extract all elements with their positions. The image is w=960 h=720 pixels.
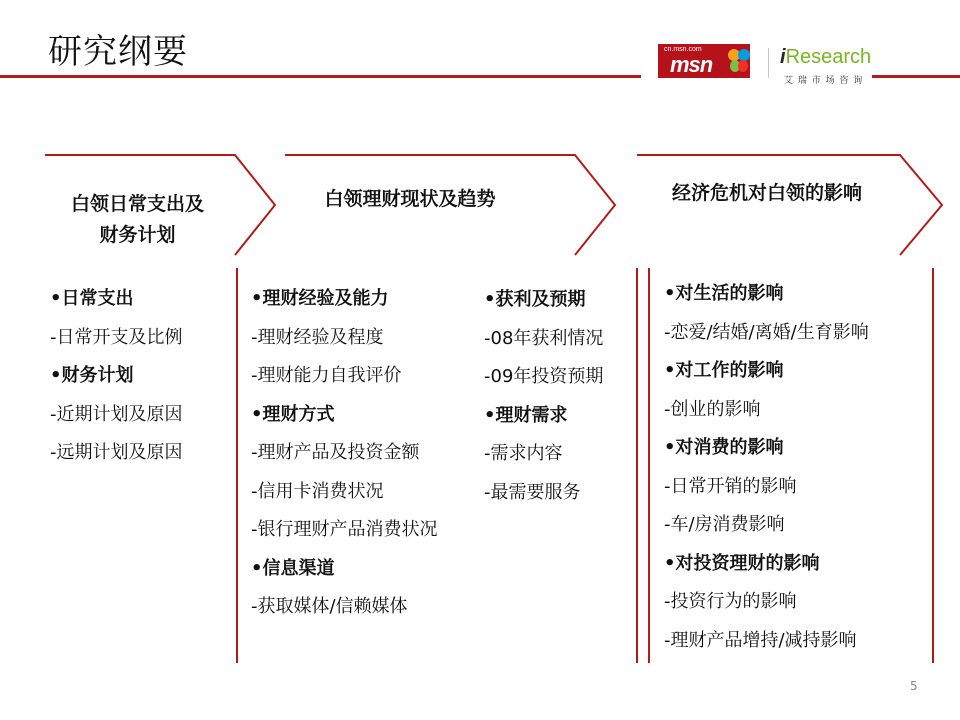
column-divider-2 xyxy=(636,268,638,663)
list-item: •理财经验及能力 xyxy=(251,288,389,309)
section-2-heading xyxy=(285,184,535,215)
page-title: 研究纲要 xyxy=(48,32,188,72)
list-item: -信用卡消费状况 xyxy=(251,480,384,502)
msn-logo-wordmark: msn xyxy=(670,52,713,77)
list-item: -理财能力自我评价 xyxy=(251,365,402,386)
list-item: -日常开支及比例 xyxy=(50,326,183,348)
section-1-list xyxy=(50,280,183,473)
list-item: -获取媒体/信赖媒体 xyxy=(251,596,408,617)
list-item: -银行理财产品消费状况 xyxy=(251,519,438,540)
list-item: •对生活的影响 xyxy=(664,283,784,304)
column-divider-4 xyxy=(932,268,934,663)
page-number: 5 xyxy=(910,679,918,693)
list-item: •理财方式 xyxy=(251,403,335,425)
list-item: •理财需求 xyxy=(484,404,568,426)
list-item: -恋爱/结婚/离婚/生育影响 xyxy=(664,321,869,343)
list-item: •对工作的影响 xyxy=(664,360,784,381)
section-2-list-left xyxy=(251,280,438,627)
list-item: •对消费的影响 xyxy=(664,437,784,458)
list-item: •信息渠道 xyxy=(251,557,335,579)
section-2-heading-line-1: 白领理财现状及趋势 xyxy=(324,188,496,210)
list-item: -理财产品及投资金额 xyxy=(251,442,420,463)
list-item: -最需要服务 xyxy=(484,481,581,503)
column-divider-3 xyxy=(648,268,650,663)
list-item: •日常支出 xyxy=(50,288,134,309)
list-item: -09年投资预期 xyxy=(484,366,604,387)
section-1-heading-line-1: 白领日常支出及 xyxy=(70,193,204,215)
section-3-heading-line-1: 经济危机对白领的影响 xyxy=(671,182,862,204)
list-item: -理财经验及程度 xyxy=(251,326,384,348)
list-item: •财务计划 xyxy=(50,365,134,386)
section-1-heading xyxy=(45,189,230,251)
section-1-heading-line-2: 财务计划 xyxy=(99,224,176,246)
list-item: -近期计划及原因 xyxy=(50,403,183,425)
list-item: •对投资理财的影响 xyxy=(664,552,820,574)
list-item: -车/房消费影响 xyxy=(664,514,785,535)
list-item: -08年获利情况 xyxy=(484,327,604,349)
section-3-heading xyxy=(637,178,897,209)
section-3-list xyxy=(664,275,869,660)
iresearch-subtitle: 艾 瑞 市 场 咨 询 xyxy=(784,76,864,86)
list-item: •获利及预期 xyxy=(484,289,586,310)
iresearch-wordmark: iResearch xyxy=(780,46,872,68)
msn-logo-domain: cn.msn.com xyxy=(664,46,702,53)
list-item: -远期计划及原因 xyxy=(50,442,183,463)
list-item: -创业的影响 xyxy=(664,398,761,420)
column-divider-1 xyxy=(236,268,238,663)
list-item: -投资行为的影响 xyxy=(664,591,797,612)
list-item: -需求内容 xyxy=(484,443,563,464)
section-2-list-right xyxy=(484,281,603,512)
list-item: -理财产品增持/减持影响 xyxy=(664,629,857,651)
list-item: -日常开销的影响 xyxy=(664,475,797,497)
